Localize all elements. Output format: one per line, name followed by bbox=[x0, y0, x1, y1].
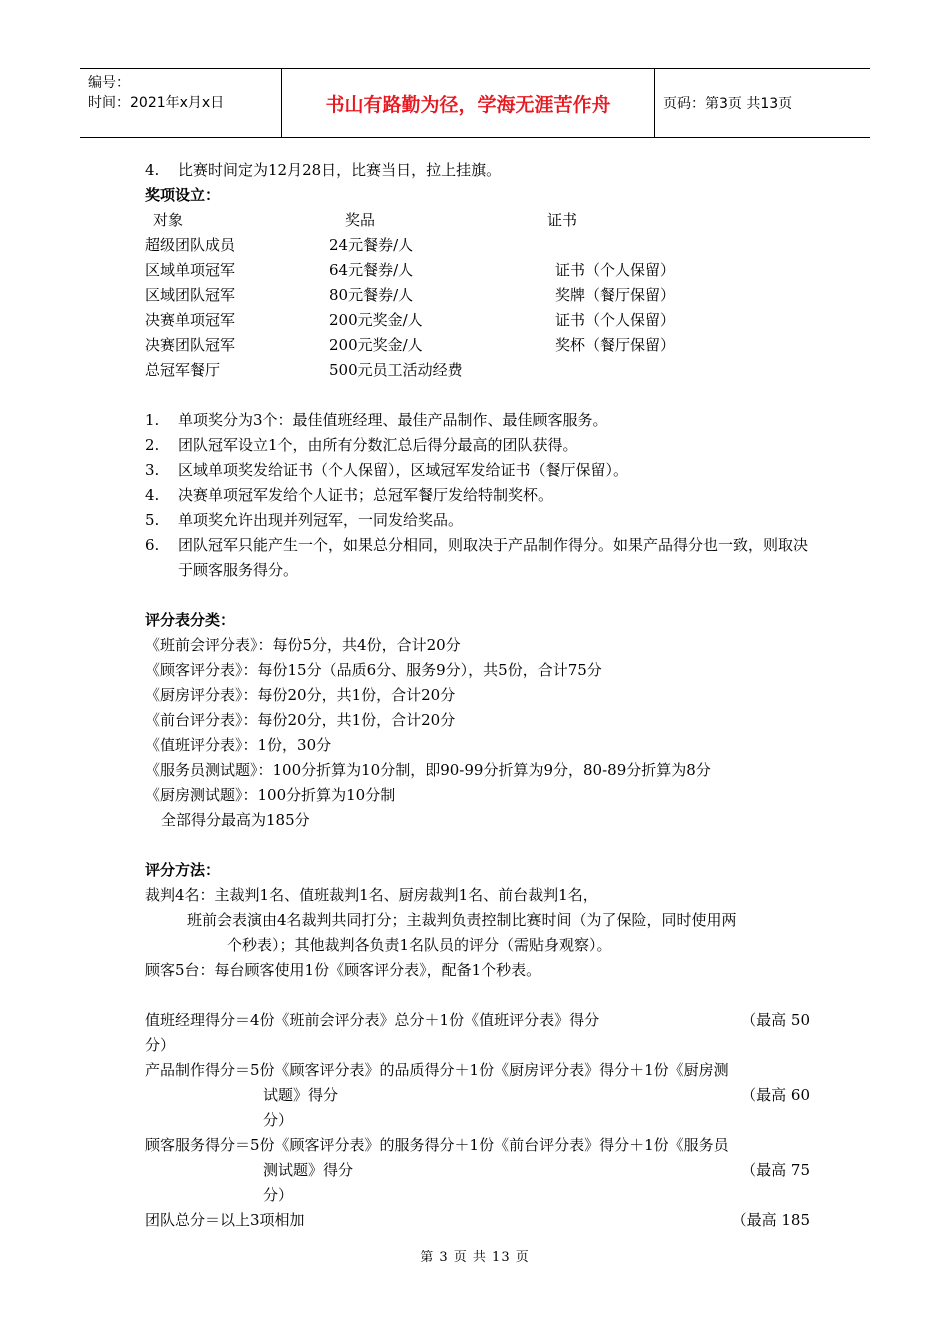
sheet-line: 《厨房测试题》：100分折算为10分制 bbox=[145, 786, 396, 804]
award-prize: 80元餐券/人 bbox=[329, 286, 414, 304]
formula-service bbox=[145, 1133, 810, 1208]
method-heading: 评分方法： bbox=[145, 861, 221, 879]
list-item bbox=[145, 158, 810, 183]
formula-max: （最高 60 bbox=[741, 1086, 810, 1104]
list-item bbox=[145, 508, 810, 533]
table-row bbox=[145, 283, 810, 308]
award-target: 决赛单项冠军 bbox=[145, 311, 236, 329]
list-text: 团队冠军设立1个，由所有分数汇总后得分最高的团队获得。 bbox=[178, 436, 578, 454]
formula-text: 试题》得分 bbox=[263, 1086, 339, 1104]
sheet-line: 《厨房评分表》：每份20分，共1份，合计20分 bbox=[145, 686, 456, 704]
header-meta bbox=[80, 69, 282, 137]
page-header bbox=[80, 68, 870, 138]
method-judges-detail: 班前会表演由4名裁判共同打分；主裁判负责控制比赛时间（为了保险，同时使用两 bbox=[187, 911, 737, 929]
list-text: 单项奖允许出现并列冠军，一同发给奖品。 bbox=[178, 511, 464, 529]
award-prize: 24元餐券/人 bbox=[329, 236, 414, 254]
awards-heading: 奖项设立： bbox=[145, 186, 221, 204]
method-judges-detail: 个秒表）；其他裁判各负责1名队员的评分（需贴身观察）。 bbox=[227, 936, 612, 954]
intro-list bbox=[145, 158, 810, 183]
formula-tail: 分） bbox=[263, 1111, 294, 1129]
formula-text: 团队总分＝以上3项相加 bbox=[145, 1211, 305, 1229]
award-certificate: 证书（个人保留） bbox=[555, 261, 676, 279]
method-customers: 顾客5台：每台顾客使用1份《顾客评分表》，配备1个秒表。 bbox=[145, 961, 542, 979]
awards-table bbox=[145, 208, 810, 383]
award-prize: 200元奖金/人 bbox=[329, 311, 423, 329]
spacer bbox=[145, 583, 810, 608]
list-item bbox=[145, 433, 810, 458]
list-text: 单项奖分为3个：最佳值班经理、最佳产品制作、最佳顾客服务。 bbox=[178, 411, 608, 429]
formula-manager bbox=[145, 1008, 810, 1058]
formula-text: 产品制作得分＝5份《顾客评分表》的品质得分＋1份《厨房评分表》得分＋1份《厨房测 bbox=[145, 1061, 729, 1079]
list-number: 1. bbox=[145, 411, 160, 429]
formula-max: （最高 50 bbox=[741, 1011, 810, 1029]
formula-text: 顾客服务得分＝5份《顾客评分表》的服务得分＋1份《前台评分表》得分＋1份《服务员 bbox=[145, 1136, 729, 1154]
page-footer: 第 3 页 共 13 页 bbox=[420, 1250, 530, 1265]
award-target: 总冠军餐厅 bbox=[145, 361, 221, 379]
spacer bbox=[145, 983, 810, 1008]
award-target: 决赛团队冠军 bbox=[145, 336, 236, 354]
list-number: 2. bbox=[145, 436, 160, 454]
table-row bbox=[145, 308, 810, 333]
list-number: 3. bbox=[145, 461, 160, 479]
formula-text: 测试题》得分 bbox=[263, 1161, 354, 1179]
formula-max: （最高 185 bbox=[731, 1211, 810, 1229]
list-text: 比赛时间定为12月28日，比赛当日，拉上挂旗。 bbox=[178, 161, 502, 179]
list-text: 决赛单项冠军发给个人证书；总冠军餐厅发给特制奖杯。 bbox=[178, 486, 554, 504]
list-number: 5. bbox=[145, 511, 160, 529]
sheet-line: 《顾客评分表》：每份15分（品质6分、服务9分），共5份，合计75分 bbox=[145, 661, 602, 679]
award-prize: 200元奖金/人 bbox=[329, 336, 423, 354]
spacer bbox=[145, 383, 810, 408]
list-item bbox=[145, 483, 810, 508]
list-item bbox=[145, 408, 810, 433]
list-item bbox=[145, 533, 810, 583]
formula-tail: 分） bbox=[263, 1186, 294, 1204]
header-motto: 书山有路勤为径，学海无涯苦作舟 bbox=[282, 69, 655, 137]
list-number: 6. bbox=[145, 536, 160, 554]
award-target: 区域单项冠军 bbox=[145, 261, 236, 279]
awards-header-row bbox=[145, 208, 810, 233]
award-target: 区域团队冠军 bbox=[145, 286, 236, 304]
award-certificate: 奖杯（餐厅保留） bbox=[555, 336, 676, 354]
table-row bbox=[145, 233, 810, 258]
award-certificate: 证书（个人保留） bbox=[555, 311, 676, 329]
sheets-total: 全部得分最高为185分 bbox=[161, 811, 310, 829]
header-page-info: 页码：第3页 共13页 bbox=[663, 96, 793, 112]
award-certificate: 奖牌（餐厅保留） bbox=[555, 286, 676, 304]
formula-max: （最高 75 bbox=[741, 1161, 810, 1179]
method-judges: 裁判4名：主裁判1名、值班裁判1名、厨房裁判1名、前台裁判1名， bbox=[145, 886, 598, 904]
rules-list bbox=[145, 408, 810, 583]
award-target: 超级团队成员 bbox=[145, 236, 236, 254]
list-number: 4. bbox=[145, 486, 160, 504]
sheets-heading: 评分表分类： bbox=[145, 611, 236, 629]
formula-tail: 分） bbox=[145, 1036, 176, 1054]
table-row bbox=[145, 333, 810, 358]
list-number: 4. bbox=[145, 161, 160, 179]
formula-product bbox=[145, 1058, 810, 1133]
formula-team bbox=[145, 1208, 810, 1233]
sheet-line: 《班前会评分表》：每份5分，共4份，合计20分 bbox=[145, 636, 461, 654]
award-prize: 64元餐券/人 bbox=[329, 261, 414, 279]
list-item bbox=[145, 458, 810, 483]
list-text: 团队冠军只能产生一个，如果总分相同，则取决于产品制作得分。如果产品得分也一致，则取决于顾客服务得分。 bbox=[178, 536, 809, 579]
table-row bbox=[145, 358, 810, 383]
col-header: 证书 bbox=[547, 211, 578, 229]
code-label: 编号： bbox=[88, 75, 130, 91]
col-header: 奖品 bbox=[345, 211, 376, 229]
sheet-line: 《值班评分表》：1份，30分 bbox=[145, 736, 332, 754]
list-text: 区域单项奖发给证书（个人保留），区域冠军发给证书（餐厅保留）。 bbox=[178, 461, 629, 479]
table-row bbox=[145, 258, 810, 283]
document-body bbox=[145, 158, 810, 1233]
award-prize: 500元员工活动经费 bbox=[329, 361, 463, 379]
time-label: 时间：2021年x月x日 bbox=[88, 95, 225, 111]
col-header: 对象 bbox=[153, 211, 184, 229]
sheet-line: 《前台评分表》：每份20分，共1份，合计20分 bbox=[145, 711, 456, 729]
sheet-line: 《服务员测试题》：100分折算为10分制，即90-99分折算为9分，80-89分折算为8分 bbox=[145, 761, 711, 779]
spacer bbox=[145, 833, 810, 858]
formula-text: 值班经理得分＝4份《班前会评分表》总分＋1份《值班评分表》得分 bbox=[145, 1011, 600, 1029]
